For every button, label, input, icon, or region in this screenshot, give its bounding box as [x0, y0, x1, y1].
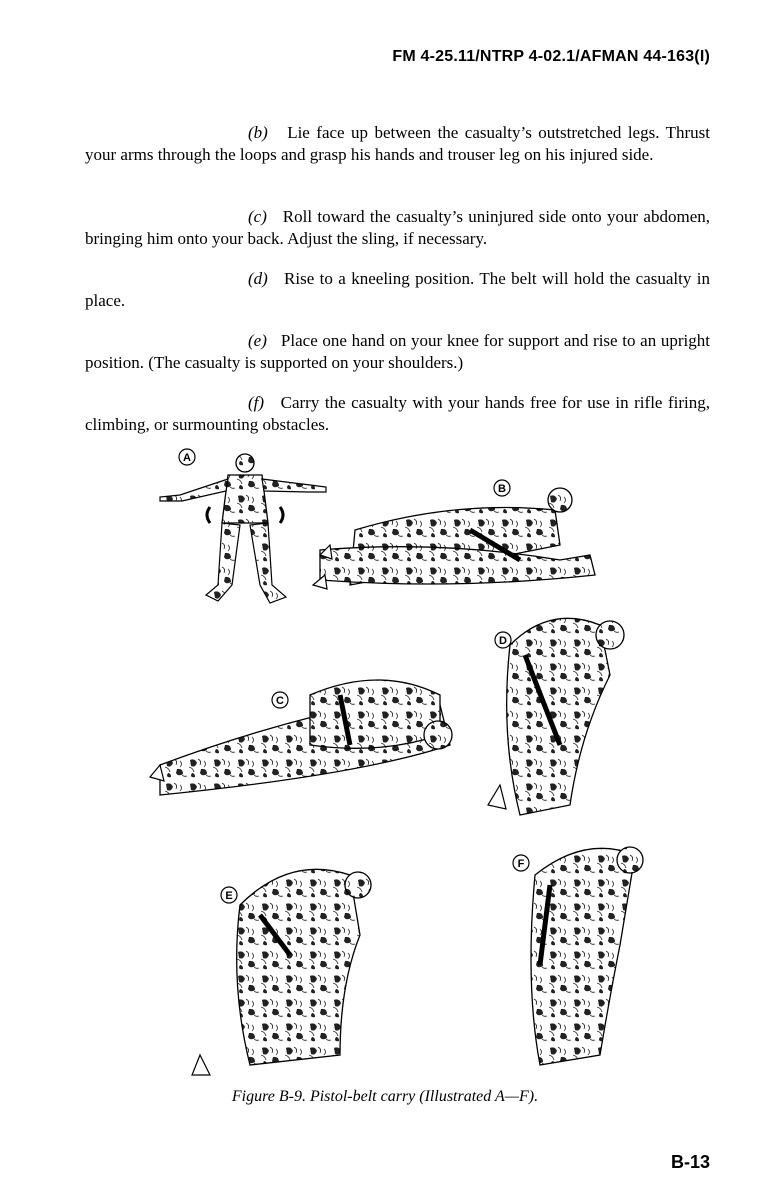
pistol-belt-carry-illustration [140, 445, 680, 1085]
panel-c-marker [272, 692, 288, 708]
panel-d-figure [488, 618, 624, 815]
paragraph-text: Lie face up between the casualty’s outstretched legs. Thrust your arms through the loops and grasp his hands and trouser leg on his injured side. [85, 123, 710, 164]
paragraph-e [85, 330, 710, 374]
paragraph-label: (b) [248, 123, 268, 142]
paragraph-label: (f) [248, 393, 265, 412]
panel-f-marker [513, 855, 529, 871]
document-header: FM 4-25.11/NTRP 4-02.1/AFMAN 44-163(I) [392, 48, 710, 65]
paragraph-text: Rise to a kneeling position. The belt will hold the casualty in place. [85, 269, 711, 310]
panel-e-figure [192, 869, 371, 1075]
panel-b-figure [313, 488, 595, 589]
panel-label: E [225, 890, 233, 902]
panel-a-figure [160, 454, 326, 603]
paragraph-d [85, 268, 710, 312]
panel-label: F [517, 858, 525, 870]
panel-label: B [498, 483, 506, 495]
panel-e-marker [221, 887, 237, 903]
panel-c-figure [150, 680, 452, 795]
page-number: B-13 [670, 1152, 710, 1172]
panel-f-figure [531, 847, 643, 1065]
paragraph-c [85, 206, 710, 250]
panel-a-marker [179, 449, 195, 465]
paragraph-f [85, 392, 710, 436]
paragraph-text: Carry the casualty with your hands free for use in rifle firing, climbing, or surmounting obstacles. [85, 393, 711, 434]
panel-b-marker [494, 480, 510, 496]
paragraph-text: Place one hand on your knee for support and rise to an upright position. (The casualty is supported on your shoulders.) [85, 331, 711, 372]
figure-caption: Figure B-9. Pistol-belt carry (Illustrated A—F). [231, 1088, 539, 1105]
panel-label: D [499, 635, 507, 647]
paragraph-b [85, 122, 710, 166]
panel-label: A [183, 452, 191, 464]
panel-label: C [276, 695, 284, 707]
paragraph-text: Roll toward the casualty’s uninjured side onto your abdomen, bringing him onto your back. Adjust the sling, if necessary. [85, 207, 711, 248]
panel-d-marker [495, 632, 511, 648]
paragraph-label: (c) [248, 207, 267, 226]
paragraph-label: (e) [248, 331, 267, 350]
paragraph-label: (d) [248, 269, 268, 288]
